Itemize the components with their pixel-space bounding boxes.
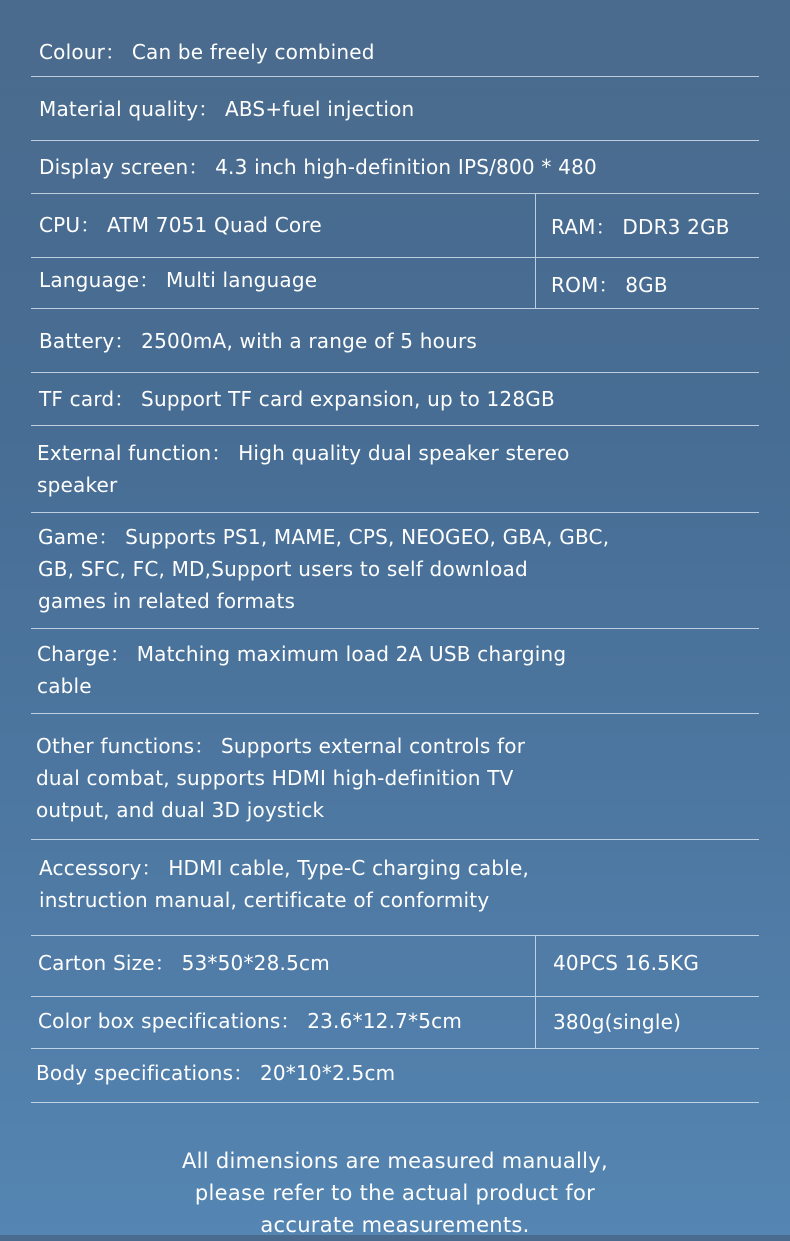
spec-row-tf-card — [31, 373, 759, 426]
spec-row-game — [31, 513, 759, 629]
spec-rom: ROM： 8GB — [551, 273, 668, 297]
spec-row-colour — [31, 18, 759, 77]
spec-game-line3: games in related formats — [38, 589, 296, 613]
spec-row-language-rom — [31, 258, 759, 309]
spec-row-other — [31, 714, 759, 840]
spec-other-line1: Other functions： Supports external controls for — [36, 734, 526, 758]
spec-cpu: CPU： ATM 7051 Quad Core — [39, 213, 322, 237]
spec-ram: RAM： DDR3 2GB — [551, 215, 730, 239]
column-divider — [535, 936, 536, 996]
spec-external-line2: speaker — [37, 473, 118, 497]
spec-row-carton — [31, 936, 759, 997]
column-divider — [535, 258, 536, 308]
spec-external-line1: External function： High quality dual speaker stereo — [37, 441, 570, 465]
spec-language: Language： Multi language — [39, 268, 318, 292]
spec-row-charge — [31, 629, 759, 714]
spec-row-cpu-ram — [31, 194, 759, 258]
spec-tf-card: TF card： Support TF card expansion, up to 128GB — [39, 387, 555, 411]
spec-row-accessory — [31, 840, 759, 936]
spec-accessory-line1: Accessory： HDMI cable, Type-C charging cable, — [39, 856, 530, 880]
spec-other-line2: dual combat, supports HDMI high-definition TV — [36, 766, 514, 790]
spec-material: Material quality： ABS+fuel injection — [39, 97, 415, 121]
spec-row-display — [31, 141, 759, 194]
spec-battery: Battery： 2500mA, with a range of 5 hours — [39, 329, 478, 353]
spec-body: Body specifications： 20*10*2.5cm — [36, 1061, 396, 1085]
spec-color-box: Color box specifications： 23.6*12.7*5cm — [38, 1009, 463, 1033]
spec-row-color-box — [31, 997, 759, 1049]
spec-row-body — [31, 1049, 759, 1103]
spec-row-material — [31, 77, 759, 141]
spec-carton-qty: 40PCS 16.5KG — [553, 951, 700, 975]
spec-game-line2: GB, SFC, FC, MD,Support users to self download — [38, 557, 528, 581]
spec-game-line1: Game： Supports PS1, MAME, CPS, NEOGEO, GBA, GBC, — [38, 525, 610, 549]
disclaimer-line3: accurate measurements. — [260, 1213, 530, 1237]
spec-charge-line1: Charge： Matching maximum load 2A USB charging — [37, 642, 567, 666]
spec-charge-line2: cable — [37, 674, 92, 698]
disclaimer-line2: please refer to the actual product for — [194, 1181, 596, 1205]
spec-single-weight: 380g(single) — [553, 1010, 682, 1034]
spec-row-battery — [31, 309, 759, 373]
spec-carton-size: Carton Size： 53*50*28.5cm — [38, 951, 330, 975]
spec-other-line3: output, and dual 3D joystick — [36, 798, 325, 822]
measurement-disclaimer — [0, 1145, 790, 1241]
spec-accessory-line2: instruction manual, certificate of conformity — [39, 888, 490, 912]
spec-colour: Colour： Can be freely combined — [39, 40, 375, 64]
spec-row-external — [31, 426, 759, 513]
spec-display: Display screen： 4.3 inch high-definition IPS/800 * 480 — [39, 155, 597, 179]
column-divider — [535, 194, 536, 257]
disclaimer-line1: All dimensions are measured manually, — [181, 1149, 609, 1173]
column-divider — [535, 997, 536, 1048]
spec-table — [31, 18, 759, 1103]
